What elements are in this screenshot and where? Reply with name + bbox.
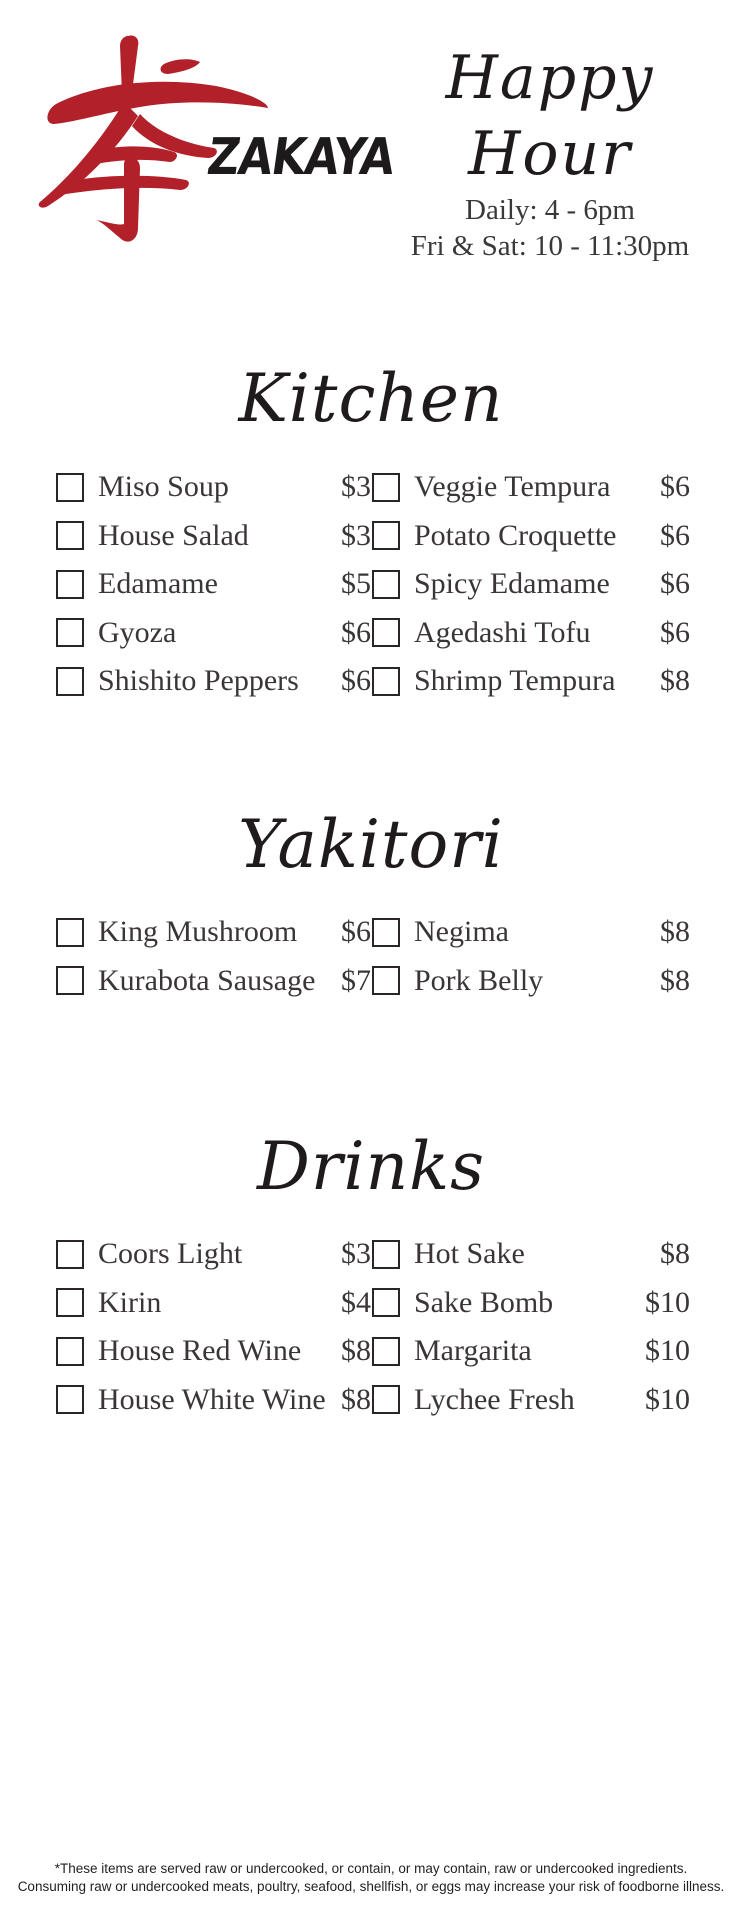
item-checkbox[interactable] — [56, 1337, 84, 1366]
item-name: Kurabota Sausage — [98, 963, 316, 997]
menu-item[interactable] — [372, 463, 690, 512]
item-checkbox[interactable] — [56, 1385, 84, 1414]
menu-item[interactable] — [56, 1230, 372, 1279]
menu-item[interactable] — [372, 1327, 690, 1376]
item-checkbox[interactable] — [56, 521, 84, 550]
item-checkbox[interactable] — [372, 966, 400, 995]
item-name: Agedashi Tofu — [414, 615, 591, 649]
item-price: $6 — [341, 915, 371, 949]
item-name: King Mushroom — [98, 915, 298, 949]
menu-item[interactable] — [372, 1376, 690, 1425]
item-checkbox[interactable] — [56, 473, 84, 502]
item-price: $8 — [660, 1237, 690, 1271]
item-price: $6 — [660, 518, 690, 552]
item-checkbox[interactable] — [372, 1385, 400, 1414]
menu-item[interactable] — [372, 657, 690, 706]
item-name: Pork Belly — [414, 963, 544, 997]
item-checkbox[interactable] — [372, 667, 400, 696]
item-name: Shishito Peppers — [98, 664, 299, 698]
item-price: $6 — [341, 615, 371, 649]
item-checkbox[interactable] — [372, 570, 400, 599]
item-price: $5 — [341, 567, 371, 601]
yakitori-items — [56, 908, 690, 1005]
item-checkbox[interactable] — [56, 618, 84, 647]
item-name: Spicy Edamame — [414, 567, 610, 601]
item-name: Sake Bomb — [414, 1285, 554, 1319]
item-checkbox[interactable] — [372, 618, 400, 647]
item-checkbox[interactable] — [56, 570, 84, 599]
item-checkbox[interactable] — [56, 667, 84, 696]
section-title-kitchen: Kitchen — [238, 360, 504, 437]
section-title-drinks: Drinks — [257, 1128, 485, 1205]
menu-item[interactable] — [372, 560, 690, 609]
item-price: $3 — [341, 1237, 371, 1271]
menu-item[interactable] — [372, 1230, 690, 1279]
item-checkbox[interactable] — [56, 966, 84, 995]
item-checkbox[interactable] — [372, 1337, 400, 1366]
item-name: Miso Soup — [98, 470, 229, 504]
item-price: $8 — [660, 963, 690, 997]
menu-item[interactable] — [372, 609, 690, 658]
item-price: $8 — [341, 1334, 371, 1368]
item-checkbox[interactable] — [56, 1288, 84, 1317]
item-checkbox[interactable] — [372, 918, 400, 947]
menu-item[interactable] — [56, 1327, 372, 1376]
izakaya-logo — [36, 32, 398, 252]
item-price: $8 — [660, 915, 690, 949]
disclaimer-line-1: *These items are served raw or undercooked, or contain, or may contain, raw or undercooked ingredients. — [54, 1861, 688, 1876]
item-name: House White Wine — [98, 1382, 326, 1416]
item-checkbox[interactable] — [372, 1288, 400, 1317]
item-name: Hot Sake — [414, 1237, 525, 1271]
item-price: $10 — [645, 1285, 690, 1319]
happy-hour-title: Happy Hour — [445, 43, 655, 189]
item-name: Coors Light — [98, 1237, 243, 1271]
item-price: $8 — [660, 664, 690, 698]
menu-item[interactable] — [56, 1376, 372, 1425]
item-checkbox[interactable] — [56, 1240, 84, 1269]
menu-item[interactable] — [372, 512, 690, 561]
item-checkbox[interactable] — [372, 1240, 400, 1269]
drinks-items — [56, 1230, 690, 1424]
menu-item[interactable] — [56, 463, 372, 512]
item-price: $6 — [341, 664, 371, 698]
kitchen-items — [56, 463, 690, 706]
menu-item[interactable] — [56, 609, 372, 658]
menu-item[interactable] — [56, 657, 372, 706]
item-price: $10 — [645, 1334, 690, 1368]
item-checkbox[interactable] — [372, 521, 400, 550]
item-name: Gyoza — [98, 615, 177, 649]
logo-wordmark: ZAKAYA — [203, 128, 398, 187]
item-price: $3 — [341, 518, 371, 552]
item-name: Lychee Fresh — [414, 1382, 575, 1416]
menu-item[interactable] — [372, 908, 690, 957]
disclaimer-line-2: Consuming raw or undercooked meats, poultry, seafood, shellfish, or eggs may increase your risk of foodborne illness. — [17, 1879, 725, 1894]
health-disclaimer — [0, 1860, 742, 1896]
item-name: Margarita — [414, 1334, 532, 1368]
item-name: Kirin — [98, 1285, 162, 1319]
item-price: $6 — [660, 615, 690, 649]
menu-item[interactable] — [56, 908, 372, 957]
item-name: Negima — [414, 915, 509, 949]
item-price: $8 — [341, 1382, 371, 1416]
menu-item[interactable] — [56, 512, 372, 561]
item-price: $6 — [660, 470, 690, 504]
item-name: Edamame — [98, 567, 218, 601]
menu-item[interactable] — [56, 957, 372, 1006]
happy-hour-daily: Daily: 4 - 6pm — [465, 194, 635, 226]
item-price: $10 — [645, 1382, 690, 1416]
happy-hour-weekend: Fri & Sat: 10 - 11:30pm — [410, 230, 690, 262]
item-price: $6 — [660, 567, 690, 601]
item-price: $4 — [341, 1285, 371, 1319]
item-checkbox[interactable] — [372, 473, 400, 502]
item-name: Veggie Tempura — [414, 470, 611, 504]
item-price: $7 — [341, 963, 371, 997]
item-name: House Red Wine — [98, 1334, 302, 1368]
happy-hour-block — [390, 40, 710, 264]
menu-item[interactable] — [56, 1279, 372, 1328]
menu-item[interactable] — [372, 957, 690, 1006]
item-name: House Salad — [98, 518, 249, 552]
item-price: $3 — [341, 470, 371, 504]
menu-header — [0, 0, 742, 270]
item-name: Potato Croquette — [414, 518, 617, 552]
menu-item[interactable] — [56, 560, 372, 609]
item-name: Shrimp Tempura — [414, 664, 616, 698]
menu-item[interactable] — [372, 1279, 690, 1328]
section-title-yakitori: Yakitori — [238, 806, 504, 883]
item-checkbox[interactable] — [56, 918, 84, 947]
